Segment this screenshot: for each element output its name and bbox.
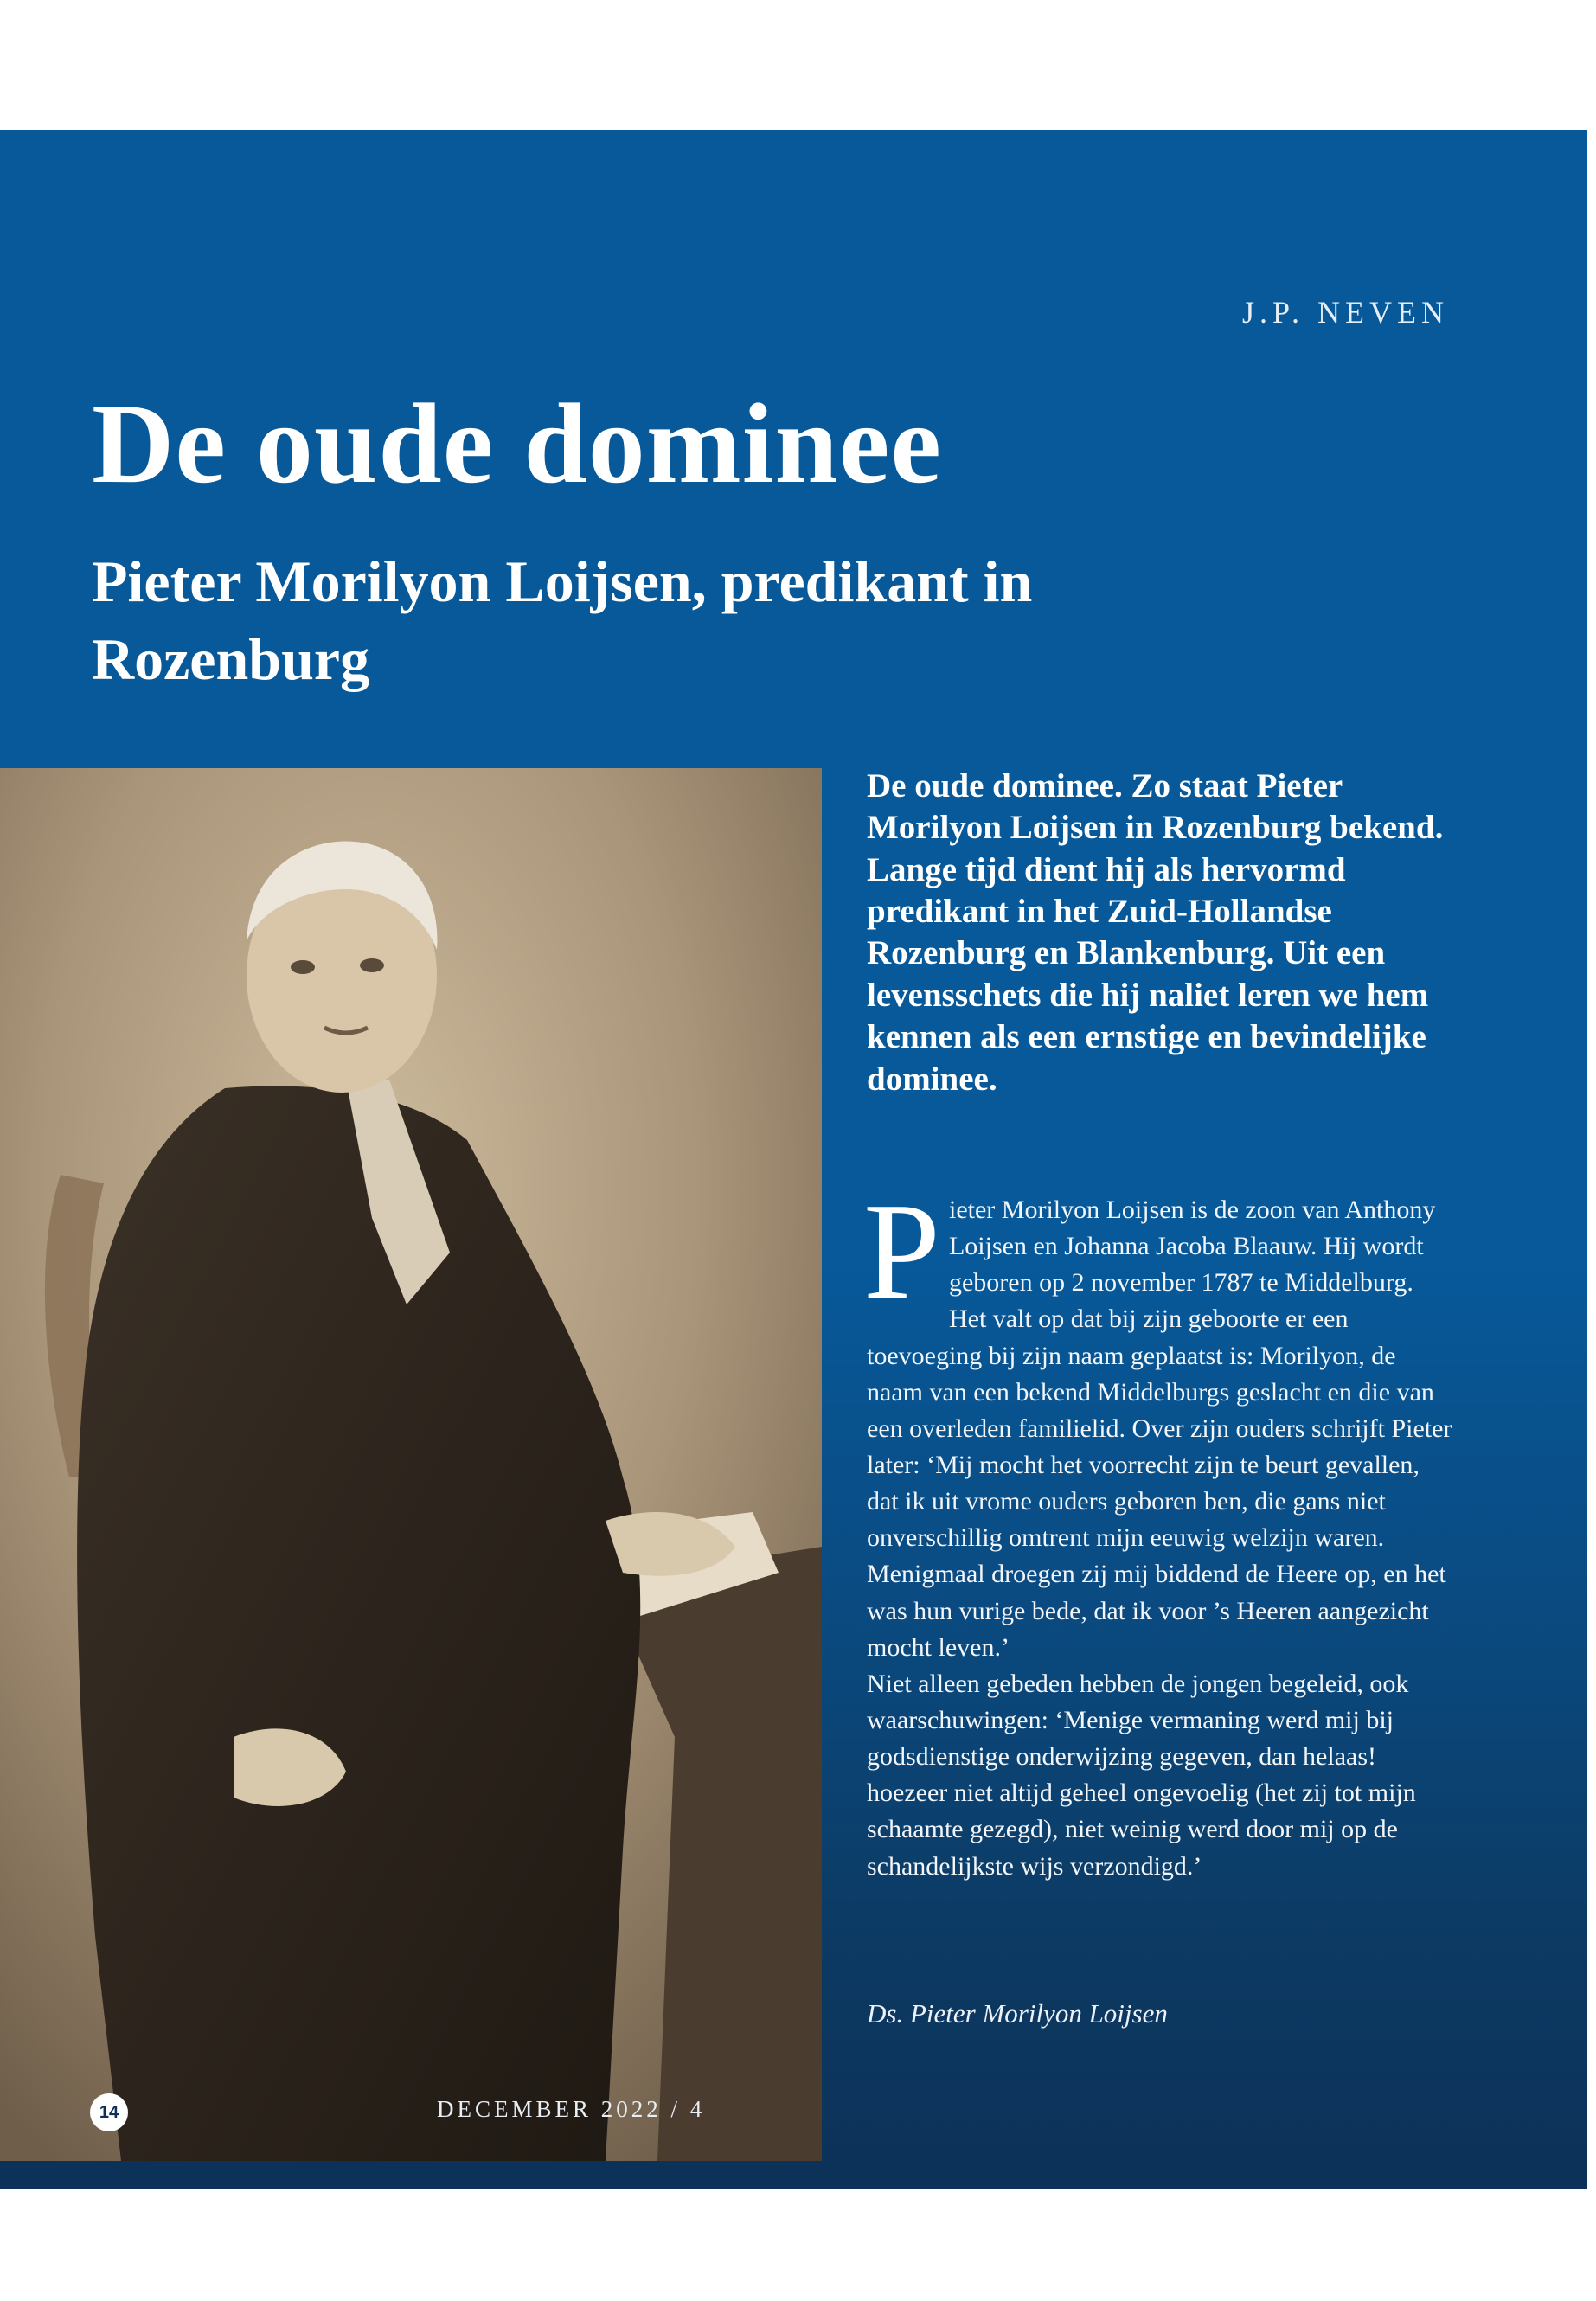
drop-cap: P xyxy=(863,1174,940,1328)
article-subtitle: Pieter Morilyon Loijsen, predikant in Rozenburg xyxy=(92,548,1033,692)
portrait-illustration xyxy=(0,768,822,2161)
photo-caption: Ds. Pieter Morilyon Loijsen xyxy=(867,1998,1168,2029)
issue-label: DECEMBER 2022 / 4 xyxy=(437,2096,706,2122)
article-panel xyxy=(0,130,1587,2189)
body-paragraph-2: Niet alleen gebeden hebben de jongen begeleid, ook waarschuwingen: ‘Menige vermaning werd mij bij godsdienstige onderwijzing gegeven, dan helaas! hoezeer niet altijd geheel ongevoelig (het zij tot mijn schaamte gezegd), niet weinig werd door mij op de schandelijkste wijs verzondigd.’ xyxy=(867,1669,1416,1881)
portrait-photo xyxy=(0,768,822,2161)
article-title: De oude dominee xyxy=(92,380,942,507)
page-number: 14 xyxy=(90,2093,128,2131)
article-intro: De oude dominee. Zo staat Pieter Morilyon Loijsen in Rozenburg bekend. Lange tijd dient hij als hervormd predikant in het Zuid-Hollandse Rozenburg en Blankenburg. Uit een levensschets die hij naliet leren we hem kennen als een ernstige en bevindelijke dominee. xyxy=(867,767,1444,1098)
body-paragraph-1-text: ieter Morilyon Loijsen is de zoon van Anthony Loijsen en Johanna Jacoba Blaauw. Hij wordt geboren op 2 november 1787 te Middelburg. Het valt op dat bij zijn geboorte er een toevoeging bij zijn naam geplaatst is: Morilyon, de naam van een bekend Middelburgs geslacht en die van een overleden familielid. Over zijn ouders schrijft Pieter later: ‘Mij mocht het voorrecht zijn te beurt gevallen, dat ik uit vrome ouders geboren ben, die gans niet onverschillig omtrent mijn eeuwig welzijn waren. Menigmaal droegen zij mij biddend de Heere op, en het was hun vurige bede, dat ik voor ’s Heeren aangezicht mocht leven.’ xyxy=(867,1195,1452,1662)
author-byline: J.P. NEVEN xyxy=(1241,295,1449,330)
body-paragraph-1 xyxy=(863,1174,1455,1666)
article-body xyxy=(863,1174,1455,1885)
